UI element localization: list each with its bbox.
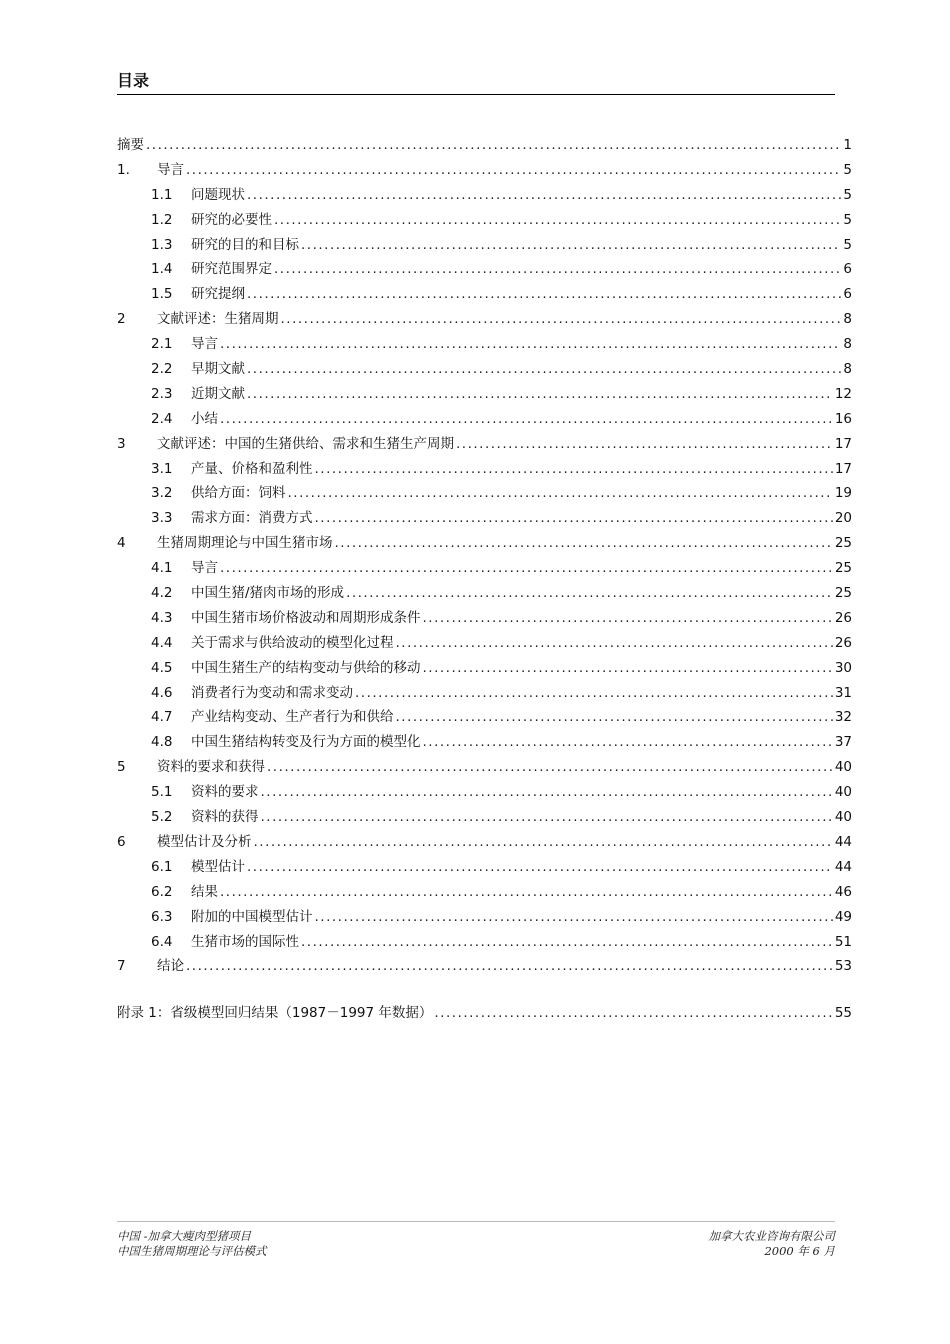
toc-entry-page: 6 <box>843 261 852 278</box>
toc-entry-number: 6.4 <box>151 933 173 950</box>
toc-entry-page: 5 <box>843 236 852 253</box>
toc-entry-label: 生猪市场的国际性 <box>191 933 299 950</box>
toc-entry-page: 40 <box>834 784 852 801</box>
toc-entry-page: 5 <box>843 211 852 228</box>
toc-entry-page: 44 <box>834 833 852 850</box>
toc-entry-section[interactable] <box>117 307 852 332</box>
toc-entry-number: 4.5 <box>151 659 173 676</box>
toc-entry-number: 4.7 <box>151 709 173 726</box>
toc-dot-leader <box>267 755 833 780</box>
toc-dot-leader <box>247 282 841 307</box>
page-title: 目录 <box>117 71 150 90</box>
toc-entry-number: 4.8 <box>151 734 173 751</box>
toc-entry-subsection[interactable] <box>117 705 852 730</box>
toc-entry-label: 生猪周期理论与中国生猪市场 <box>157 535 333 552</box>
toc-entry-subsection[interactable] <box>117 656 852 681</box>
toc-entry-page: 46 <box>834 883 852 900</box>
toc-dot-leader <box>186 954 833 979</box>
toc-entry-label: 研究提纲 <box>191 286 245 303</box>
toc-dot-leader <box>186 158 841 183</box>
toc-dot-leader <box>247 357 841 382</box>
toc-dot-leader <box>456 432 833 457</box>
toc-entry-page: 8 <box>843 336 852 353</box>
toc-entry-number: 1.4 <box>151 261 173 278</box>
toc-entry-subsection[interactable] <box>117 805 852 830</box>
toc-entry-subsection[interactable] <box>117 606 852 631</box>
toc-entry-label: 文献评述：生猪周期 <box>157 311 279 328</box>
toc-entry-number: 2 <box>117 311 126 328</box>
toc-entry-subsection[interactable] <box>117 581 852 606</box>
toc-entry-subsection[interactable] <box>117 730 852 755</box>
toc-entry-number: 6.3 <box>151 908 173 925</box>
toc-entry-label: 中国生猪市场价格波动和周期形成条件 <box>191 609 421 626</box>
toc-entry-section[interactable] <box>117 954 852 979</box>
toc-dot-leader <box>315 457 833 482</box>
toc-entry-page: 53 <box>834 958 852 975</box>
toc-entry-label: 附录 1：省级模型回归结果（1987－1997 年数据） <box>117 1005 433 1022</box>
toc-dot-leader <box>261 780 833 805</box>
toc-entry-subsection[interactable] <box>117 631 852 656</box>
toc-entry-section[interactable] <box>117 531 852 556</box>
toc-entry-label: 产量、价格和盈利性 <box>191 460 313 477</box>
toc-entry-subsection[interactable] <box>117 357 852 382</box>
toc-dot-leader <box>281 307 842 332</box>
toc-entry-page: 17 <box>834 435 852 452</box>
toc-entry-label: 小结 <box>191 410 218 427</box>
toc-dot-leader <box>423 730 833 755</box>
toc-entry-label: 中国生猪生产的结构变动与供给的移动 <box>191 659 421 676</box>
toc-entry-subsection[interactable] <box>117 332 852 357</box>
toc-entry-label: 导言 <box>191 560 218 577</box>
footer-divider <box>117 1221 835 1222</box>
toc-entry-page: 17 <box>834 460 852 477</box>
toc-entry-subsection[interactable] <box>117 382 852 407</box>
footer-company: 加拿大农业咨询有限公司 <box>708 1229 835 1243</box>
toc-entry-number: 5.2 <box>151 809 173 826</box>
toc-entry-label: 文献评述：中国的生猪供给、需求和生猪生产周期 <box>157 435 454 452</box>
toc-entry-label: 导言 <box>191 336 218 353</box>
toc-entry-number: 2.3 <box>151 385 173 402</box>
toc-dot-leader <box>434 1001 832 1026</box>
toc-entry-page: 51 <box>834 933 852 950</box>
toc-entry-label: 附加的中国模型估计 <box>191 908 313 925</box>
toc-entry-subsection[interactable] <box>117 780 852 805</box>
toc-entry-number: 4.1 <box>151 560 173 577</box>
toc-entry-page: 40 <box>834 809 852 826</box>
toc-entry-label: 近期文献 <box>191 385 245 402</box>
toc-entry-label: 中国生猪/猪肉市场的形成 <box>191 585 345 602</box>
toc-entry-page: 30 <box>834 659 852 676</box>
toc-entry-number: 2.1 <box>151 336 173 353</box>
toc-entry-subsection[interactable] <box>117 681 852 706</box>
toc-entry-number: 5.1 <box>151 784 173 801</box>
toc-entry-label: 问题现状 <box>191 186 245 203</box>
toc-entry-label: 研究范围界定 <box>191 261 272 278</box>
toc-entry-number: 6.2 <box>151 883 173 900</box>
toc-entry-subsection[interactable] <box>117 208 852 233</box>
toc-entry-number: 1.1 <box>151 186 173 203</box>
toc-entry-label: 模型估计及分析 <box>157 833 252 850</box>
toc-entry-appendix[interactable] <box>117 1001 852 1026</box>
toc-entry-number: 4 <box>117 535 126 552</box>
toc-dot-leader <box>355 681 833 706</box>
toc-entry-page: 26 <box>834 609 852 626</box>
toc-dot-leader <box>346 581 833 606</box>
toc-dot-leader <box>335 531 833 556</box>
toc-entry-number: 3.3 <box>151 510 173 527</box>
toc-entry-page: 55 <box>834 1005 852 1022</box>
toc-entry-subsection[interactable] <box>117 506 852 531</box>
toc-entry-label: 供给方面：饲料 <box>191 485 286 502</box>
toc-entry-page: 5 <box>843 161 852 178</box>
toc-entry-subsection[interactable] <box>117 282 852 307</box>
toc-dot-leader <box>315 506 833 531</box>
footer-project-name: 中国 -加拿大瘦肉型猪项目 <box>117 1229 252 1243</box>
toc-dot-leader <box>274 257 841 282</box>
toc-entry-number: 6 <box>117 833 126 850</box>
toc-entry-page: 16 <box>834 410 852 427</box>
toc-dot-leader <box>301 233 841 258</box>
toc-entry-page: 31 <box>834 684 852 701</box>
toc-entry-label: 消费者行为变动和需求变动 <box>191 684 353 701</box>
toc-entry-label: 中国生猪结构转变及行为方面的模型化 <box>191 734 421 751</box>
toc-dot-leader <box>315 905 833 930</box>
toc-entry-subsection[interactable] <box>117 481 852 506</box>
footer-date: 2000 年 6 月 <box>764 1244 835 1258</box>
toc-entry-number: 2.4 <box>151 410 173 427</box>
toc-entry-label: 结果 <box>191 883 218 900</box>
toc-entry-label: 关于需求与供给波动的模型化过程 <box>191 634 394 651</box>
toc-entry-subsection[interactable] <box>117 407 852 432</box>
toc-entry-abstract[interactable] <box>117 133 852 158</box>
toc-dot-leader <box>220 407 833 432</box>
toc-dot-leader <box>247 855 833 880</box>
toc-entry-label: 模型估计 <box>191 858 245 875</box>
toc-entry-label: 结论 <box>157 958 184 975</box>
toc-dot-leader <box>288 481 833 506</box>
toc-entry-label: 早期文献 <box>191 361 245 378</box>
toc-entry-label: 导言 <box>157 161 184 178</box>
toc-entry-subsection[interactable] <box>117 257 852 282</box>
toc-entry-page: 25 <box>834 585 852 602</box>
toc-entry-label: 研究的目的和目标 <box>191 236 299 253</box>
toc-entry-number: 1.5 <box>151 286 173 303</box>
toc-dot-leader <box>396 631 833 656</box>
toc-dot-leader <box>274 208 841 233</box>
toc-dot-leader <box>261 805 833 830</box>
toc-entry-number: 5 <box>117 759 126 776</box>
toc-dot-leader <box>423 656 833 681</box>
footer-left <box>117 1229 267 1259</box>
toc-entry-page: 25 <box>834 535 852 552</box>
toc-entry-section[interactable] <box>117 432 852 457</box>
toc-entry-subsection[interactable] <box>117 183 852 208</box>
toc-entry-label: 产业结构变动、生产者行为和供给 <box>191 709 394 726</box>
footer-right <box>709 1229 836 1259</box>
toc-dot-leader <box>423 606 833 631</box>
toc-entry-subsection[interactable] <box>117 233 852 258</box>
toc-entry-number: 4.4 <box>151 634 173 651</box>
toc-entry-number: 1.2 <box>151 211 173 228</box>
toc-entry-subsection[interactable] <box>117 930 852 955</box>
toc-dot-leader <box>220 332 841 357</box>
toc-entry-number: 7 <box>117 958 126 975</box>
toc-entry-page: 40 <box>834 759 852 776</box>
toc-entry-number: 1.3 <box>151 236 173 253</box>
toc-dot-leader <box>146 133 841 158</box>
toc-entry-section[interactable] <box>117 158 852 183</box>
toc-entry-page: 19 <box>834 485 852 502</box>
title-divider <box>117 94 835 95</box>
toc-entry-page: 6 <box>843 286 852 303</box>
toc-entry-label: 资料的要求 <box>191 784 259 801</box>
toc-spacer <box>117 979 852 1001</box>
toc-entry-label: 需求方面：消费方式 <box>191 510 313 527</box>
toc-dot-leader <box>247 382 833 407</box>
toc-entry-number: 6.1 <box>151 858 173 875</box>
toc-entry-page: 1 <box>843 137 852 153</box>
toc-entry-number: 3 <box>117 435 126 452</box>
toc-entry-number: 3.2 <box>151 485 173 502</box>
toc-entry-page: 25 <box>834 560 852 577</box>
toc-entry-page: 8 <box>843 361 852 378</box>
toc-entry-page: 49 <box>834 908 852 925</box>
toc-entry-label: 研究的必要性 <box>191 211 272 228</box>
toc-dot-leader <box>220 880 833 905</box>
toc-dot-leader <box>254 830 833 855</box>
toc-entry-page: 32 <box>834 709 852 726</box>
toc-entry-subsection[interactable] <box>117 457 852 482</box>
toc-entry-page: 5 <box>843 186 852 203</box>
toc-entry-label: 摘要 <box>117 137 144 153</box>
toc-entry-label: 资料的要求和获得 <box>157 759 265 776</box>
toc-entry-section[interactable] <box>117 755 852 780</box>
toc-entry-number: 4.3 <box>151 609 173 626</box>
table-of-contents <box>117 133 852 1026</box>
toc-dot-leader <box>220 556 833 581</box>
toc-entry-subsection[interactable] <box>117 880 852 905</box>
toc-entry-page: 37 <box>834 734 852 751</box>
toc-dot-leader <box>301 930 833 955</box>
toc-entry-section[interactable] <box>117 830 852 855</box>
toc-entry-subsection[interactable] <box>117 905 852 930</box>
toc-entry-page: 8 <box>843 311 852 328</box>
footer-report-title: 中国生猪周期理论与评估模式 <box>117 1244 267 1258</box>
toc-entry-label: 资料的获得 <box>191 809 259 826</box>
toc-entry-page: 44 <box>834 858 852 875</box>
toc-entry-subsection[interactable] <box>117 855 852 880</box>
toc-dot-leader <box>247 183 841 208</box>
toc-dot-leader <box>396 705 833 730</box>
toc-entry-page: 12 <box>834 385 852 402</box>
toc-entry-number: 2.2 <box>151 361 173 378</box>
toc-entry-page: 20 <box>834 510 852 527</box>
toc-entry-number: 1. <box>117 161 130 178</box>
toc-entry-number: 3.1 <box>151 460 173 477</box>
toc-entry-subsection[interactable] <box>117 556 852 581</box>
toc-entry-number: 4.6 <box>151 684 173 701</box>
toc-entry-page: 26 <box>834 634 852 651</box>
toc-entry-number: 4.2 <box>151 585 173 602</box>
